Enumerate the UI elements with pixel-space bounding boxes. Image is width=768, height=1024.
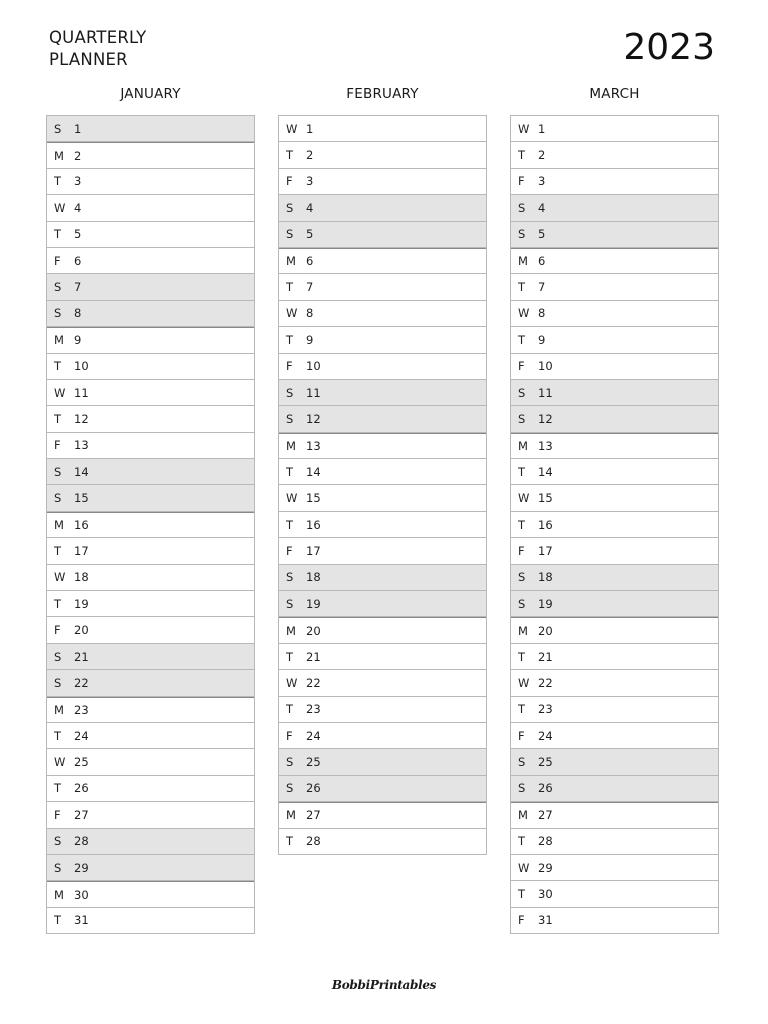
day-of-week: M <box>518 254 528 269</box>
day-number: 20 <box>538 623 553 638</box>
month-name: MARCH <box>589 86 640 102</box>
planner-title <box>49 27 146 71</box>
day-row <box>47 380 254 406</box>
day-number: 25 <box>538 755 553 770</box>
day-row <box>47 538 254 564</box>
day-of-week: W <box>286 306 298 321</box>
day-row <box>279 380 486 406</box>
day-of-week: S <box>54 306 62 321</box>
day-number: 1 <box>538 121 546 136</box>
day-of-week: T <box>286 464 294 479</box>
day-row <box>511 142 718 168</box>
day-row <box>511 723 718 749</box>
day-row <box>279 591 486 617</box>
day-of-week: W <box>54 755 66 770</box>
day-number: 8 <box>306 306 314 321</box>
day-of-week: M <box>54 887 64 902</box>
day-number: 1 <box>306 121 314 136</box>
day-number: 19 <box>538 596 553 611</box>
day-number: 9 <box>74 333 82 348</box>
day-of-week: W <box>286 491 298 506</box>
day-number: 24 <box>74 728 89 743</box>
day-number: 11 <box>74 385 89 400</box>
day-row <box>279 512 486 538</box>
day-number: 19 <box>306 596 321 611</box>
day-number: 3 <box>538 174 546 189</box>
day-row <box>279 617 486 643</box>
day-row <box>511 327 718 353</box>
day-number: 8 <box>74 306 82 321</box>
day-number: 23 <box>74 702 89 717</box>
day-number: 3 <box>74 174 82 189</box>
day-row <box>47 829 254 855</box>
day-number: 18 <box>538 570 553 585</box>
day-of-week: M <box>286 808 296 823</box>
day-number: 4 <box>538 200 546 215</box>
day-of-week: S <box>54 834 62 849</box>
day-row <box>511 380 718 406</box>
day-row <box>47 116 254 142</box>
day-row <box>47 195 254 221</box>
day-of-week: T <box>518 649 526 664</box>
month-column-march <box>510 84 719 934</box>
day-row <box>279 485 486 511</box>
day-of-week: S <box>54 280 62 295</box>
day-row <box>279 354 486 380</box>
day-number: 11 <box>306 385 321 400</box>
day-of-week: W <box>518 675 530 690</box>
day-row <box>511 670 718 696</box>
day-row <box>47 274 254 300</box>
day-row <box>47 354 254 380</box>
day-number: 3 <box>306 174 314 189</box>
day-number: 22 <box>74 675 89 690</box>
day-number: 1 <box>74 121 82 136</box>
day-number: 28 <box>538 834 553 849</box>
day-row <box>279 222 486 248</box>
day-of-week: W <box>54 385 66 400</box>
month-column-february <box>278 84 487 855</box>
day-number: 7 <box>306 280 314 295</box>
day-row <box>279 195 486 221</box>
day-of-week: T <box>518 834 526 849</box>
day-of-week: T <box>286 280 294 295</box>
day-of-week: T <box>518 332 526 347</box>
day-of-week: W <box>518 306 530 321</box>
day-row <box>279 644 486 670</box>
day-number: 29 <box>538 860 553 875</box>
day-of-week: T <box>518 280 526 295</box>
day-number: 21 <box>538 649 553 664</box>
day-row <box>279 829 486 855</box>
day-of-week: M <box>54 702 64 717</box>
day-number: 7 <box>74 280 82 295</box>
day-of-week: T <box>286 148 294 163</box>
day-number: 20 <box>306 623 321 638</box>
day-of-week: S <box>518 781 526 796</box>
day-number: 27 <box>538 808 553 823</box>
day-number: 27 <box>74 807 89 822</box>
day-row <box>279 274 486 300</box>
day-row <box>47 301 254 327</box>
day-row <box>47 142 254 168</box>
day-row <box>279 116 486 142</box>
day-row <box>511 749 718 775</box>
day-of-week: F <box>518 913 525 928</box>
day-of-week: T <box>286 517 294 532</box>
day-number: 5 <box>306 227 314 242</box>
day-number: 2 <box>538 148 546 163</box>
day-number: 18 <box>74 570 89 585</box>
planner-title-line1: QUARTERLY <box>49 28 147 47</box>
day-row <box>279 301 486 327</box>
day-number: 27 <box>306 808 321 823</box>
day-row <box>47 881 254 907</box>
day-number: 15 <box>306 491 321 506</box>
day-of-week: T <box>54 913 62 928</box>
day-of-week: S <box>286 570 294 585</box>
day-number: 6 <box>74 253 82 268</box>
day-number: 15 <box>538 491 553 506</box>
day-of-week: T <box>54 227 62 242</box>
day-number: 9 <box>538 332 546 347</box>
day-of-week: S <box>518 755 526 770</box>
day-number: 15 <box>74 491 89 506</box>
day-of-week: M <box>54 148 64 163</box>
day-row <box>47 723 254 749</box>
day-number: 29 <box>74 860 89 875</box>
day-row <box>511 697 718 723</box>
day-number: 26 <box>538 781 553 796</box>
day-of-week: F <box>518 543 525 558</box>
day-of-week: S <box>54 491 62 506</box>
day-number: 23 <box>306 702 321 717</box>
day-of-week: M <box>518 438 528 453</box>
day-row <box>47 908 254 934</box>
day-row <box>47 697 254 723</box>
day-row <box>511 248 718 274</box>
day-number: 25 <box>74 755 89 770</box>
day-of-week: F <box>286 728 293 743</box>
day-of-week: S <box>286 781 294 796</box>
day-number: 13 <box>306 438 321 453</box>
day-row <box>47 327 254 353</box>
day-row <box>279 802 486 828</box>
day-row <box>511 512 718 538</box>
day-number: 23 <box>538 702 553 717</box>
day-of-week: F <box>518 359 525 374</box>
day-of-week: T <box>54 543 62 558</box>
day-of-week: M <box>54 333 64 348</box>
day-of-week: F <box>518 728 525 743</box>
brand-footer: BobbiPrintables <box>331 978 437 992</box>
month-column-january <box>46 84 255 934</box>
day-of-week: W <box>518 491 530 506</box>
day-of-week: F <box>54 807 61 822</box>
day-of-week: T <box>54 781 62 796</box>
day-row <box>47 169 254 195</box>
day-row <box>47 617 254 643</box>
day-row <box>511 538 718 564</box>
day-of-week: M <box>518 808 528 823</box>
day-of-week: W <box>286 675 298 690</box>
day-row <box>47 591 254 617</box>
day-number: 10 <box>306 359 321 374</box>
day-number: 4 <box>74 200 82 215</box>
day-row <box>279 776 486 802</box>
day-number: 22 <box>306 675 321 690</box>
day-of-week: T <box>518 517 526 532</box>
day-number: 2 <box>74 148 82 163</box>
day-list <box>278 115 487 855</box>
day-row <box>511 565 718 591</box>
day-number: 9 <box>306 332 314 347</box>
day-row <box>511 116 718 142</box>
day-list <box>46 115 255 934</box>
day-number: 5 <box>538 227 546 242</box>
day-number: 12 <box>306 411 321 426</box>
day-number: 22 <box>538 675 553 690</box>
day-number: 21 <box>306 649 321 664</box>
day-of-week: S <box>518 411 526 426</box>
day-row <box>511 274 718 300</box>
day-row <box>279 565 486 591</box>
day-row <box>511 881 718 907</box>
day-of-week: T <box>286 332 294 347</box>
day-number: 16 <box>538 517 553 532</box>
day-row <box>279 327 486 353</box>
day-row <box>47 749 254 775</box>
day-row <box>511 908 718 934</box>
day-of-week: T <box>286 649 294 664</box>
day-number: 17 <box>74 543 89 558</box>
day-row <box>47 644 254 670</box>
day-row <box>279 248 486 274</box>
day-row <box>511 802 718 828</box>
day-row <box>279 406 486 432</box>
day-of-week: F <box>54 253 61 268</box>
day-list <box>510 115 719 934</box>
day-of-week: T <box>54 596 62 611</box>
day-number: 16 <box>306 517 321 532</box>
month-name: JANUARY <box>120 86 181 102</box>
day-row <box>511 829 718 855</box>
day-row <box>511 169 718 195</box>
day-number: 10 <box>74 359 89 374</box>
day-number: 7 <box>538 280 546 295</box>
day-of-week: F <box>54 438 61 453</box>
day-of-week: S <box>54 649 62 664</box>
planner-year: 2023 <box>623 27 715 68</box>
day-of-week: F <box>286 543 293 558</box>
day-row <box>511 222 718 248</box>
day-number: 28 <box>306 834 321 849</box>
day-of-week: F <box>54 623 61 638</box>
day-number: 20 <box>74 623 89 638</box>
day-of-week: T <box>54 174 62 189</box>
month-name: FEBRUARY <box>346 86 419 102</box>
day-row <box>47 670 254 696</box>
day-of-week: S <box>54 121 62 136</box>
day-of-week: W <box>54 570 66 585</box>
day-row <box>279 433 486 459</box>
day-of-week: S <box>518 200 526 215</box>
day-row <box>511 855 718 881</box>
day-number: 26 <box>74 781 89 796</box>
day-number: 14 <box>74 464 89 479</box>
day-of-week: M <box>286 254 296 269</box>
day-row <box>511 459 718 485</box>
day-number: 13 <box>74 438 89 453</box>
day-number: 12 <box>538 411 553 426</box>
day-row <box>511 433 718 459</box>
day-number: 18 <box>306 570 321 585</box>
day-number: 6 <box>306 254 314 269</box>
day-row <box>279 697 486 723</box>
day-of-week: W <box>518 860 530 875</box>
day-of-week: S <box>286 755 294 770</box>
day-number: 16 <box>74 518 89 533</box>
day-row <box>511 644 718 670</box>
day-number: 6 <box>538 254 546 269</box>
day-number: 30 <box>74 887 89 902</box>
day-number: 17 <box>306 543 321 558</box>
day-of-week: S <box>286 411 294 426</box>
day-row <box>279 723 486 749</box>
day-of-week: S <box>518 570 526 585</box>
day-row <box>279 670 486 696</box>
day-number: 31 <box>74 913 89 928</box>
day-row <box>279 538 486 564</box>
day-of-week: M <box>286 623 296 638</box>
day-number: 8 <box>538 306 546 321</box>
day-of-week: S <box>54 860 62 875</box>
day-row <box>511 617 718 643</box>
day-of-week: F <box>518 174 525 189</box>
day-of-week: T <box>518 702 526 717</box>
day-row <box>47 776 254 802</box>
day-number: 2 <box>306 148 314 163</box>
day-row <box>47 485 254 511</box>
day-row <box>511 776 718 802</box>
day-number: 25 <box>306 755 321 770</box>
day-row <box>47 406 254 432</box>
day-of-week: S <box>286 385 294 400</box>
day-of-week: S <box>54 675 62 690</box>
day-number: 30 <box>538 887 553 902</box>
day-of-week: S <box>518 596 526 611</box>
day-row <box>47 433 254 459</box>
day-row <box>47 222 254 248</box>
day-row <box>511 195 718 221</box>
day-of-week: W <box>286 121 298 136</box>
day-of-week: T <box>54 728 62 743</box>
day-row <box>47 802 254 828</box>
day-number: 24 <box>538 728 553 743</box>
day-of-week: T <box>518 887 526 902</box>
planner-title-line2: PLANNER <box>49 50 128 69</box>
day-row <box>279 169 486 195</box>
day-number: 19 <box>74 596 89 611</box>
day-row <box>279 749 486 775</box>
day-of-week: F <box>286 174 293 189</box>
day-number: 10 <box>538 359 553 374</box>
day-number: 28 <box>74 834 89 849</box>
day-number: 4 <box>306 200 314 215</box>
day-row <box>279 142 486 168</box>
day-of-week: T <box>54 359 62 374</box>
day-number: 13 <box>538 438 553 453</box>
day-row <box>511 301 718 327</box>
day-number: 24 <box>306 728 321 743</box>
day-row <box>511 406 718 432</box>
day-of-week: S <box>286 227 294 242</box>
day-of-week: F <box>286 359 293 374</box>
day-row <box>511 354 718 380</box>
day-of-week: T <box>54 411 62 426</box>
day-row <box>47 459 254 485</box>
day-row <box>47 855 254 881</box>
day-row <box>511 485 718 511</box>
day-number: 11 <box>538 385 553 400</box>
day-of-week: T <box>518 148 526 163</box>
day-of-week: S <box>518 227 526 242</box>
day-number: 14 <box>538 464 553 479</box>
day-row <box>279 459 486 485</box>
day-of-week: T <box>286 834 294 849</box>
day-of-week: S <box>286 200 294 215</box>
day-of-week: T <box>518 464 526 479</box>
day-of-week: S <box>518 385 526 400</box>
day-of-week: W <box>54 200 66 215</box>
day-of-week: S <box>54 464 62 479</box>
day-row <box>47 512 254 538</box>
day-row <box>47 248 254 274</box>
day-number: 12 <box>74 411 89 426</box>
day-of-week: S <box>286 596 294 611</box>
day-number: 17 <box>538 543 553 558</box>
day-number: 26 <box>306 781 321 796</box>
day-of-week: M <box>286 438 296 453</box>
day-number: 31 <box>538 913 553 928</box>
day-of-week: W <box>518 121 530 136</box>
day-number: 5 <box>74 227 82 242</box>
day-of-week: T <box>286 702 294 717</box>
day-number: 21 <box>74 649 89 664</box>
day-row <box>47 565 254 591</box>
day-of-week: M <box>518 623 528 638</box>
day-row <box>511 591 718 617</box>
day-of-week: M <box>54 518 64 533</box>
day-number: 14 <box>306 464 321 479</box>
